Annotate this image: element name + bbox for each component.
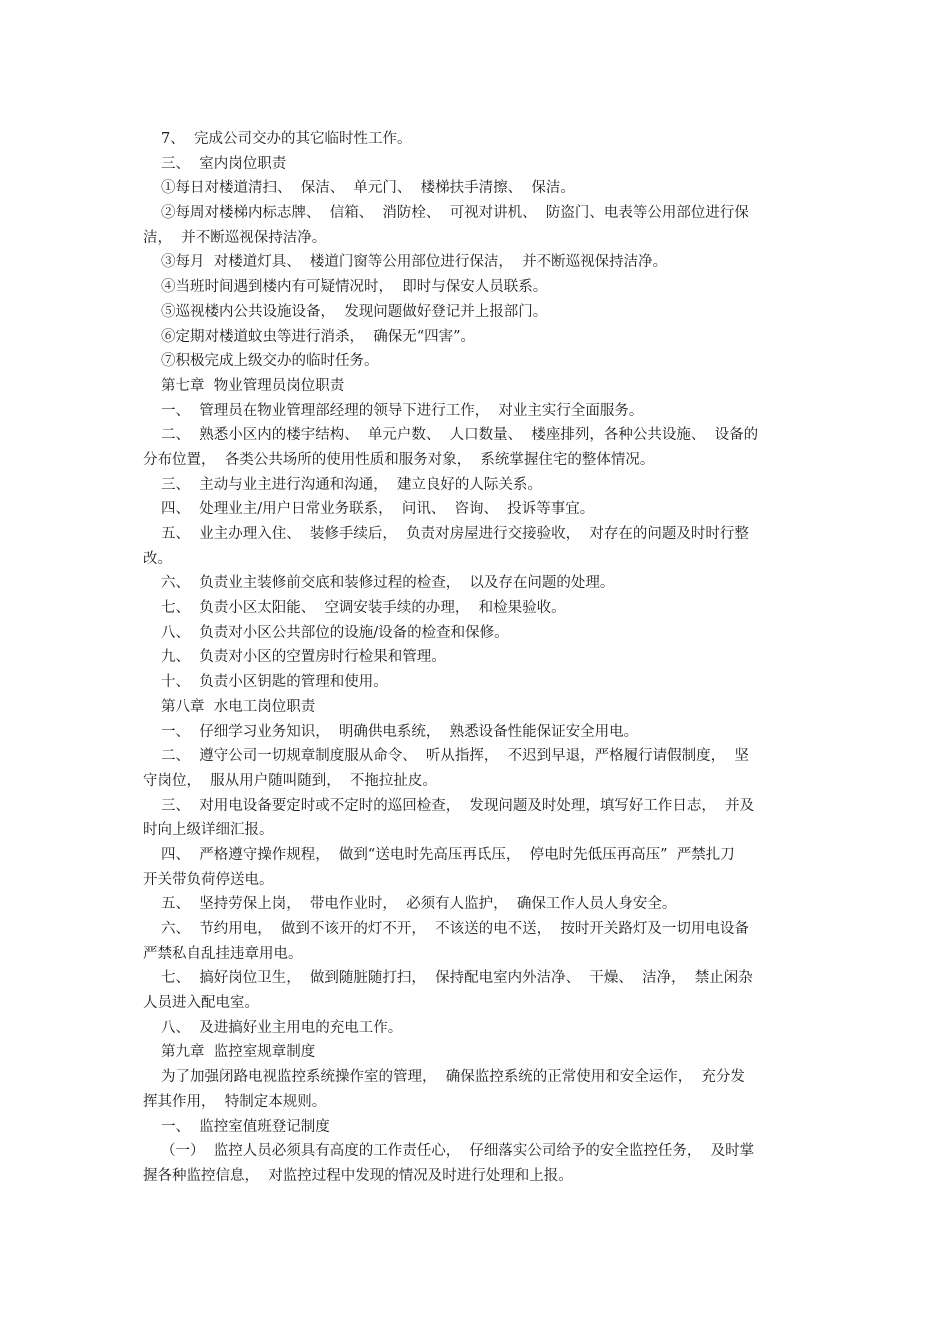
text-line: 六、 节约用电， 做到不该开的灯不开， 不该送的电不送， 按时开关路灯及一切用电设备 xyxy=(161,921,749,937)
text-line: 九、 负责对小区的空置房时行检果和管理。 xyxy=(161,649,446,666)
text-line: 一、 管理员在物业管理部经理的领导下进行工作， 对业主实行全面服务。 xyxy=(161,402,644,419)
text-line: 守岗位， 服从用户随叫随到， 不拖拉扯皮。 xyxy=(143,772,437,789)
text-line: 三、 主动与业主进行沟通和沟通， 建立良好的人际关系。 xyxy=(161,476,542,493)
text-line: 第九章 监控室规章制度 xyxy=(161,1044,316,1061)
text-line: 八、 及进搞好业主用电的充电工作。 xyxy=(161,1019,403,1036)
text-line: 三、 对用电设备要定时或不定时的巡回检查， 发现问题及时处理，填写好工作日志， 并及 xyxy=(161,797,755,814)
text-line: 挥其作用， 特制定本规则。 xyxy=(143,1093,327,1110)
text-line: 时向上级详细汇报。 xyxy=(143,822,274,839)
text-line: 一、 监控室值班登记制度 xyxy=(161,1118,330,1135)
text-line: 十、 负责小区钥匙的管理和使用。 xyxy=(161,674,388,691)
text-line: ⑥定期对楼道蚊虫等进行消杀， 确保无“四害”。 xyxy=(161,328,476,345)
text-line: 一、 仔细学习业务知识， 明确供电系统， 熟悉设备性能保证安全用电。 xyxy=(161,723,639,740)
text-line: 分布位置， 各类公共场所的使用性质和服务对象， 系统掌握住宅的整体情况。 xyxy=(143,451,655,468)
text-line: ⑤巡视楼内公共设施设备， 发现问题做好登记并上报部门。 xyxy=(161,303,548,320)
text-line: 严禁私自乱挂违章用电。 xyxy=(143,945,303,962)
text-line: 七、 负责小区太阳能、 空调安装手续的办理， 和检果验收。 xyxy=(161,600,566,617)
text-line: 为了加强闭路电视监控系统操作室的管理， 确保监控系统的正常使用和安全运作， 充分发 xyxy=(161,1069,745,1086)
text-line: 二、 熟悉小区内的楼宇结构、 单元户数、 人口数量、 楼座排列，各种公共设施、 设备的 xyxy=(161,427,759,444)
text-line: 五、 坚持劳保上岗， 带电作业时， 必须有人监护， 确保工作人员人身安全。 xyxy=(161,896,677,913)
text-line: ①每日对楼道清扫、 保洁、 单元门、 楼梯扶手清擦、 保洁。 xyxy=(161,180,575,197)
text-line: 开关带负荷停送电。 xyxy=(143,871,274,888)
text-line: 四、 处理业主/用户日常业务联系， 问讯、 咨询、 投诉等事宜。 xyxy=(161,501,595,518)
text-line: 人员进入配电室。 xyxy=(143,995,259,1012)
text-line: 六、 负责业主装修前交底和装修过程的检查， 以及存在问题的处理。 xyxy=(161,575,615,592)
text-line: 二、 遵守公司一切规章制度服从命令、 听从指挥， 不迟到早退，严格履行请假制度， 坚 xyxy=(161,748,749,765)
text-line: 七、 搞好岗位卫生， 做到随脏随打扫， 保持配电室内外洁净、 干燥、 洁净， 禁止闲杂 xyxy=(161,970,753,987)
text-line: 第七章 物业管理员岗位职责 xyxy=(161,377,345,394)
text-line: 7、 完成公司交办的其它临时性工作。 xyxy=(161,131,412,147)
text-line: ②每周对楼梯内标志牌、 信箱、 消防栓、 可视对讲机、 防盗门、电表等公用部位进行保 xyxy=(161,205,749,222)
text-line: ⑦积极完成上级交办的临时任务。 xyxy=(161,353,379,370)
text-line: 改。 xyxy=(143,550,172,567)
text-line: 八、 负责对小区公共部位的设施/设备的检查和保修。 xyxy=(161,624,509,641)
text-line: 第八章 水电工岗位职责 xyxy=(161,698,316,715)
text-line: （一） 监控人员必须具有高度的工作责任心， 仔细落实公司给予的安全监控任务， 及时掌 xyxy=(161,1143,755,1160)
text-line: ③每月 对楼道灯具、 楼道门窗等公用部位进行保洁， 并不断巡视保持洁净。 xyxy=(161,254,668,271)
text-line: 五、 业主办理入住、 装修手续后， 负责对房屋进行交接验收， 对存在的问题及时时行整 xyxy=(161,526,749,542)
text-line: 握各种监控信息， 对监控过程中发现的情况及时进行处理和上报。 xyxy=(143,1167,573,1184)
text-line: 洁， 并不断巡视保持洁净。 xyxy=(143,229,327,246)
text-line: 四、 严格遵守操作规程， 做到“送电时先高压再氐压， 停电时先低压再高压” 严禁扎刀 xyxy=(161,846,735,863)
text-line: 三、 室内岗位职责 xyxy=(161,155,287,172)
text-line: ④当班时间遇到楼内有可疑情况时， 即时与保安人员联系。 xyxy=(161,279,548,296)
document-body xyxy=(143,127,807,1189)
